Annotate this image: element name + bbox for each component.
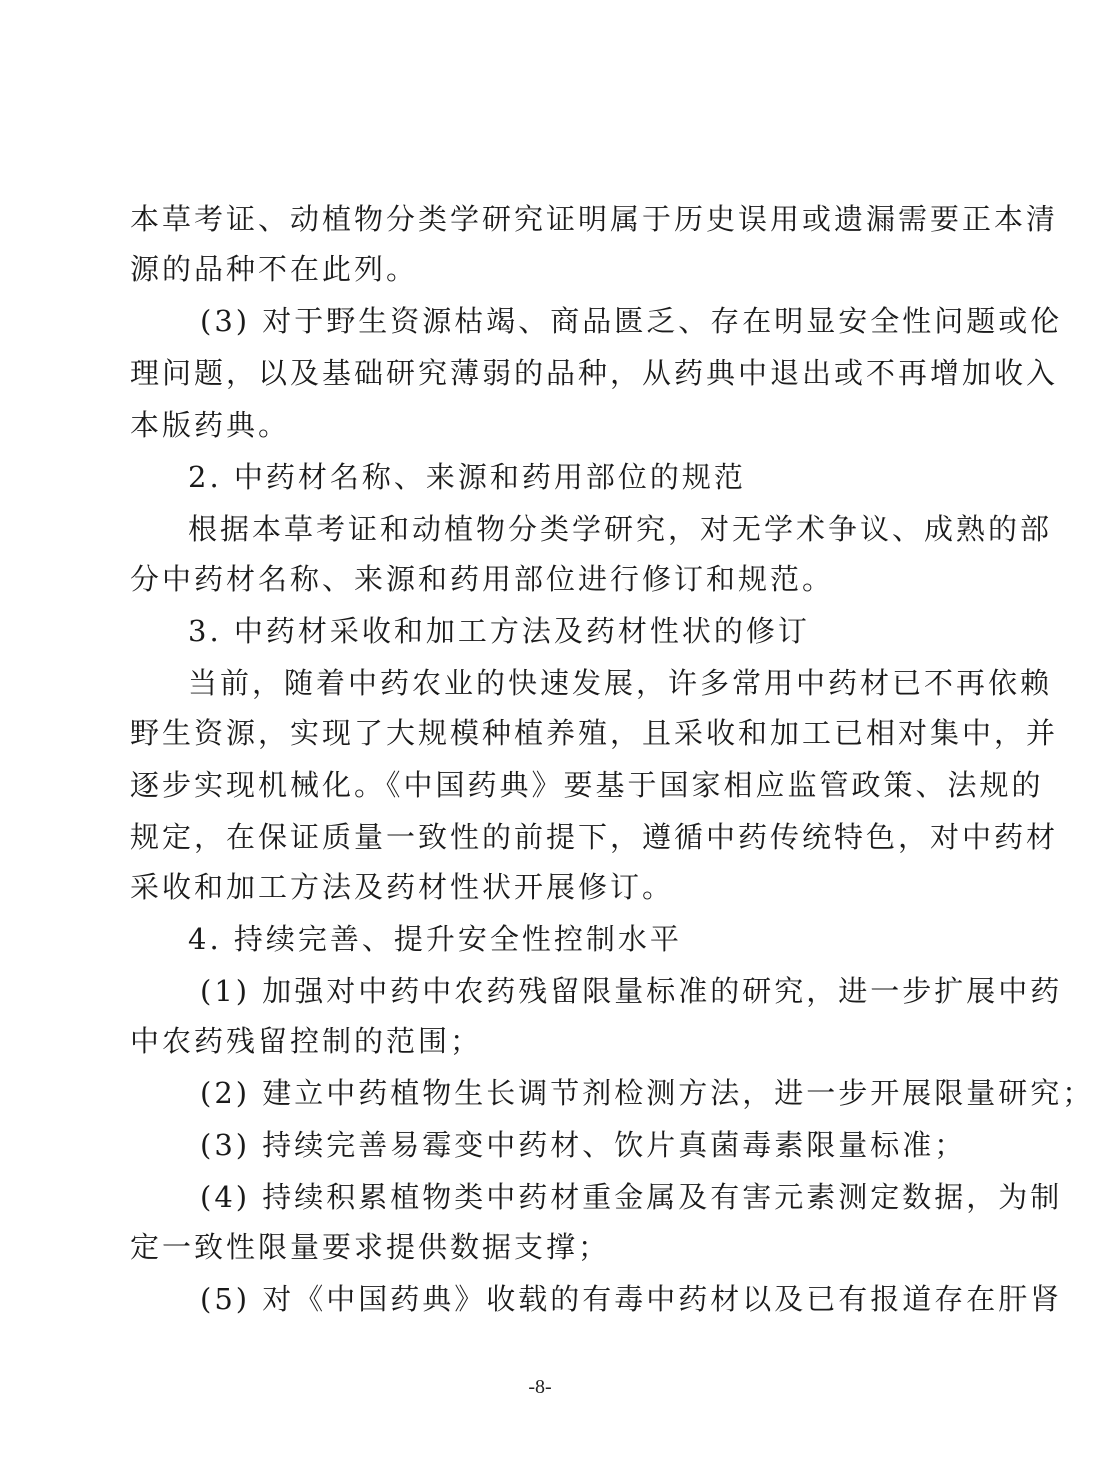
paragraph-line: 逐步实现机械化。《中国药典》要基于国家相应监管政策、法规的 (130, 768, 1044, 802)
list-item-line: (3) 持续完善易霉变中药材、饮片真菌毒素限量标准； (200, 1128, 967, 1162)
list-item-line: (2) 建立中药植物生长调节剂检测方法，进一步开展限量研究； (200, 1076, 1094, 1110)
list-item-line: (5) 对《中国药典》收载的有毒中药材以及已有报道存在肝肾 (200, 1282, 1063, 1316)
paragraph-line: 源的品种不在此列。 (130, 252, 419, 286)
paragraph-line: 根据本草考证和动植物分类学研究，对无学术争议、成熟的部 (188, 512, 1053, 546)
paragraph-line: 采收和加工方法及药材性状开展修订。 (130, 870, 675, 904)
list-item-line: (1) 加强对中药中农药残留限量标准的研究，进一步扩展中药 (200, 974, 1063, 1008)
list-item-line: (3) 对于野生资源枯竭、商品匮乏、存在明显安全性问题或伦 (200, 304, 1063, 338)
paragraph-line: 理问题，以及基础研究薄弱的品种，从药典中退出或不再增加收入 (130, 356, 1059, 390)
page-number: -8- (528, 1376, 552, 1398)
paragraph-line: 野生资源，实现了大规模种植养殖，且采收和加工已相对集中，并 (130, 716, 1059, 750)
paragraph-line: 规定，在保证质量一致性的前提下，遵循中药传统特色，对中药材 (130, 820, 1059, 854)
paragraph-line: 分中药材名称、来源和药用部位进行修订和规范。 (130, 562, 835, 596)
list-item-line: 中农药残留控制的范围； (130, 1024, 483, 1058)
list-item-line: 定一致性限量要求提供数据支撑； (130, 1230, 611, 1264)
paragraph-line: 当前，随着中药农业的快速发展，许多常用中药材已不再依赖 (188, 666, 1053, 700)
section-heading: 3. 中药材采收和加工方法及药材性状的修订 (188, 614, 810, 648)
section-heading: 4. 持续完善、提升安全性控制水平 (188, 922, 682, 956)
paragraph-line: 本版药典。 (130, 408, 291, 442)
list-item-line: (4) 持续积累植物类中药材重金属及有害元素测定数据，为制 (200, 1180, 1063, 1214)
section-heading: 2. 中药材名称、来源和药用部位的规范 (188, 460, 746, 494)
paragraph-line: 本草考证、动植物分类学研究证明属于历史误用或遗漏需要正本清 (130, 202, 1059, 236)
